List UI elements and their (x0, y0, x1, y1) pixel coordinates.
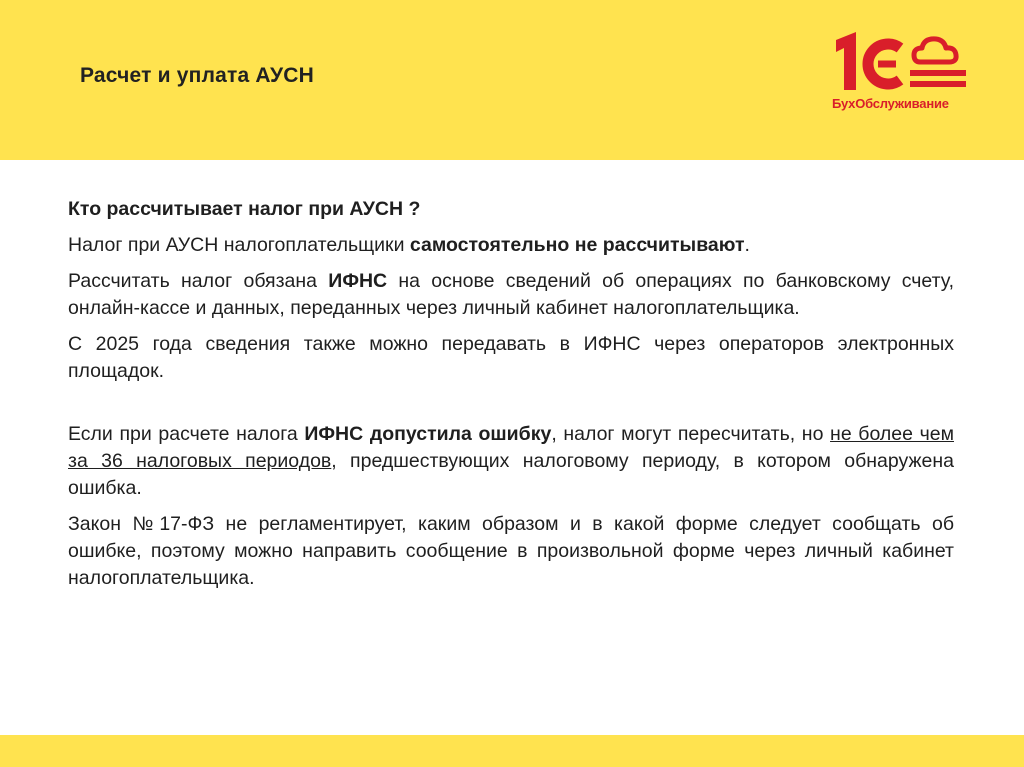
content-body (68, 196, 954, 601)
paragraph-3 (68, 331, 954, 385)
paragraph-1 (68, 232, 954, 259)
p4-text-a: Если при расчете налога (68, 423, 305, 445)
paragraph-5 (68, 511, 954, 592)
p4-text-e: , предшествующих налоговому периоду, в котором обнаружена ошибка. (68, 450, 954, 499)
paragraph-4 (68, 421, 954, 502)
paragraph-2 (68, 268, 954, 322)
p1-text-c: . (744, 234, 750, 256)
brand-logo (822, 30, 982, 130)
p2-text-bold: ИФНС (328, 270, 388, 292)
footer-band (0, 735, 1024, 767)
p4-text-underlined: не более чем за 36 налоговых периодов (68, 423, 954, 472)
p3-text: С 2025 года сведения также можно передавать в ИФНС через операторов электронных площадок. (68, 333, 954, 382)
question-heading (68, 196, 954, 223)
logo-mark-icon (822, 30, 982, 100)
question-text: Кто рассчитывает налог при АУСН ? (68, 198, 421, 220)
p5-text: Закон №17-ФЗ не регламентирует, каким образом и в какой форме следует сообщать об ошибке, поэтому можно направить сообщение в произвольной форме через личный кабинет налогоплательщика. (68, 513, 954, 589)
logo-caption: БухОбслуживание (832, 96, 949, 111)
p1-text-bold: самостоятельно не рассчитывают (409, 234, 745, 256)
p1-text-a: Налог при АУСН налогоплательщики (68, 234, 410, 256)
header-band (0, 0, 1024, 160)
p2-text-a: Рассчитать налог обязана (68, 270, 329, 292)
p4-text-c: , налог могут пересчитать, но (551, 423, 831, 445)
p4-text-bold: ИФНС допустила ошибку (304, 423, 552, 445)
page-title: Расчет и уплата АУСН (80, 64, 314, 87)
p2-text-c: на основе сведений об операциях по банковскому счету, онлайн-кассе и данных, переданных через личный кабинет налогоплательщика. (68, 270, 954, 319)
